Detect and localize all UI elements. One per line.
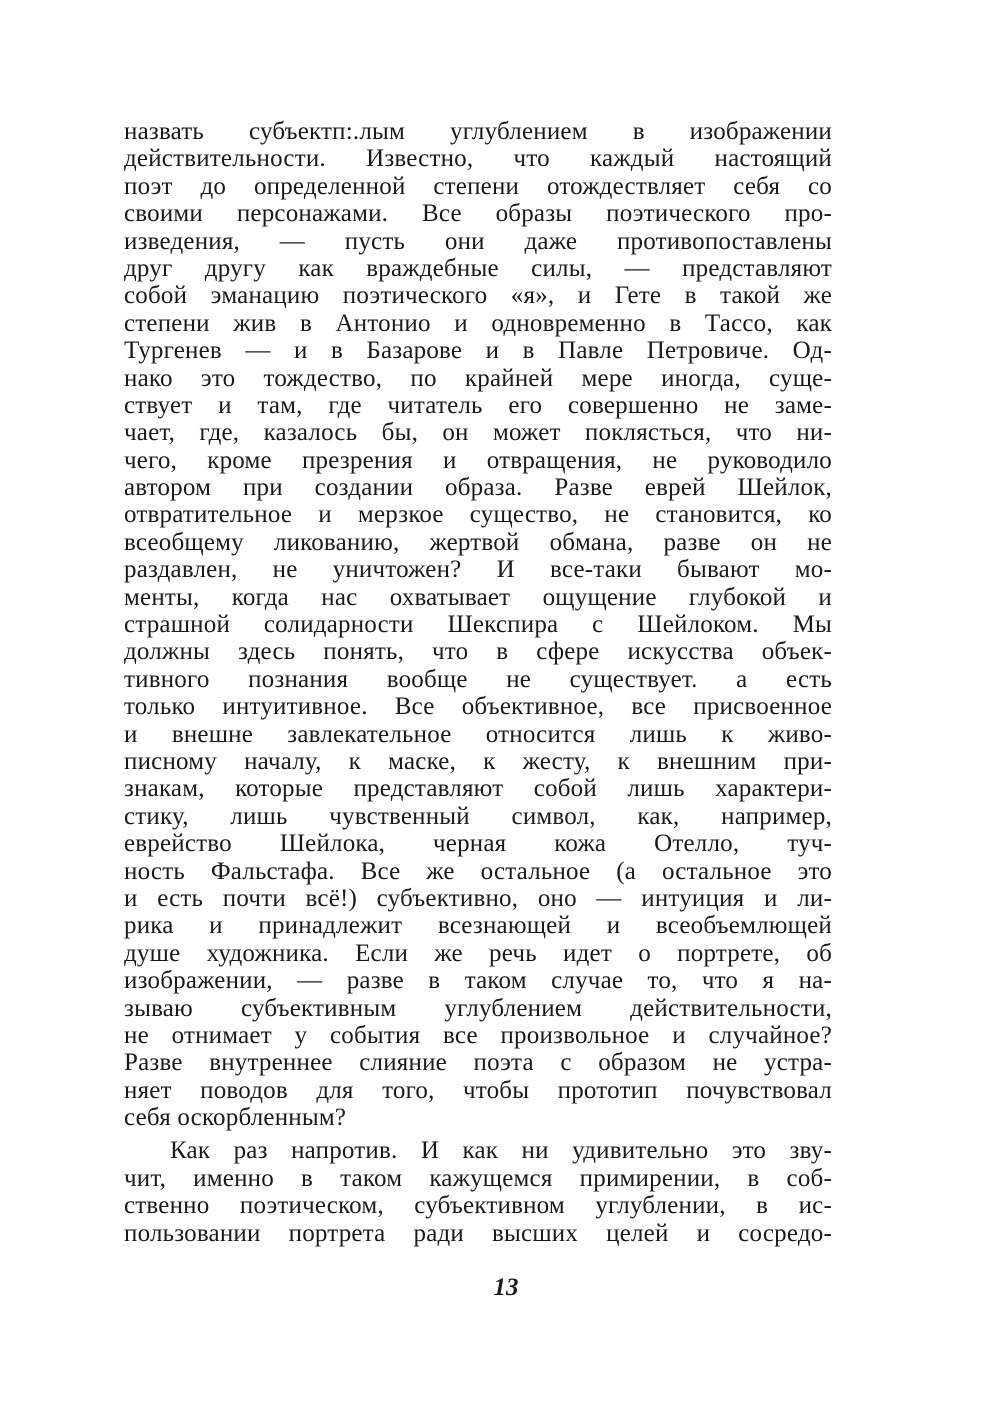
- text-line: и есть почти всё!) субъективно, оно — интуиция и ли-: [124, 884, 832, 912]
- text-line: автором при создании образа. Разве еврей Шейлок,: [124, 474, 832, 502]
- text-line: душе художника. Если же речь идет о портрете, об: [124, 939, 832, 967]
- text-line: няет поводов для того, чтобы прототип почувствовал: [124, 1076, 832, 1104]
- text-line: менты, когда нас охватывает ощущение глубокой и: [124, 583, 832, 611]
- text-line: изображении, — разве в таком случае то, что я на-: [124, 967, 832, 995]
- text-line: страшной солидарности Шекспира с Шейлоком. Мы: [124, 611, 832, 639]
- text-line: тивного познания вообще не существует. а есть: [124, 665, 832, 693]
- page-number: 13: [493, 1274, 519, 1301]
- text-line: назвать субъектп:.лым углублением в изображении: [124, 118, 832, 145]
- text-line: друг другу как враждебные силы, — представляют: [124, 254, 832, 282]
- text-line: всеобщему ликованию, жертвой обмана, разве он не: [124, 528, 832, 556]
- text-line: ность Фальстафа. Все же остальное (а остальное это: [124, 857, 832, 885]
- text-line: Тургенев — и в Базарове и в Павле Петровиче. Од-: [124, 337, 832, 365]
- text-line: зываю субъективным углублением действительности,: [124, 994, 832, 1022]
- text-line: рика и принадлежит всезнающей и всеобъемлющей: [124, 912, 832, 940]
- text-line: изведения, — пусть они даже противопоставлены: [124, 227, 832, 255]
- text-line: еврейство Шейлока, черная кожа Отелло, туч-: [124, 830, 832, 858]
- text-line: чего, кроме презрения и отвращения, не руководило: [124, 446, 832, 474]
- text-line: Разве внутреннее слияние поэта с образом не устра-: [124, 1049, 832, 1077]
- page-body: [124, 118, 832, 1247]
- text-line: ственно поэтическом, субъективном углублении, в ис-: [124, 1192, 832, 1220]
- text-line: себя оскорбленным?: [124, 1104, 347, 1132]
- text-line: и внешне завлекательное относится лишь к живо-: [124, 720, 832, 748]
- paragraph-1: [124, 118, 832, 1131]
- text-line: своими персонажами. Все образы поэтического про-: [124, 200, 832, 228]
- text-line: должны здесь понять, что в сфере искусства объек-: [124, 638, 832, 666]
- text-line: ствует и там, где читатель его совершенно не заме-: [124, 391, 832, 419]
- text-line: не отнимает у события все произвольное и случайное?: [124, 1021, 832, 1049]
- text-line: поэт до определенной степени отождествляет себя со: [124, 172, 832, 200]
- paragraph-2: [124, 1137, 832, 1247]
- text-line: отвратительное и мерзкое существо, не становится, ко: [124, 501, 832, 529]
- text-line: чит, именно в таком кажущемся примирении, в соб-: [124, 1164, 832, 1192]
- text-line: нако это тождество, по крайней мере иногда, суще-: [124, 364, 832, 392]
- text-line: только интуитивное. Все объективное, все присвоенное: [124, 693, 832, 721]
- text-line: раздавлен, не уничтожен? И все-таки бывают мо-: [124, 556, 832, 584]
- text-line: писному началу, к маске, к жесту, к внешним при-: [124, 747, 832, 775]
- text-line: пользовании портрета ради высших целей и сосредо-: [124, 1219, 832, 1247]
- text-line: знакам, которые представляют собой лишь характери-: [124, 775, 832, 803]
- text-line: собой эманацию поэтического «я», и Гете в такой же: [124, 282, 832, 310]
- text-line: чает, где, казалось бы, он может поклясться, что ни-: [124, 419, 832, 447]
- text-line: степени жив в Антонио и одновременно в Тассо, как: [124, 309, 832, 337]
- text-line: действительности. Известно, что каждый настоящий: [124, 145, 832, 173]
- text-line: Как раз напротив. И как ни удивительно это зву-: [170, 1137, 832, 1165]
- text-line: стику, лишь чувственный символ, как, например,: [124, 802, 832, 830]
